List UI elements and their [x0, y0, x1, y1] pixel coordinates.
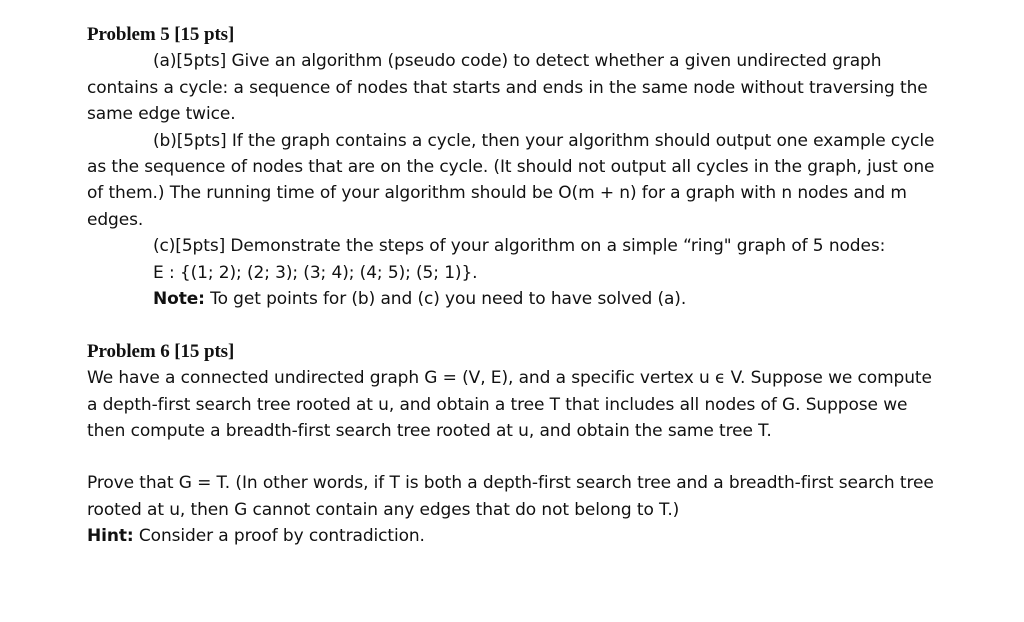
problem-5-part-a: (a)[5pts] Give an algorithm (pseudo code) to detect whether a given undirected graph contains a cycle: a sequence of nodes that starts and ends in the same node without traversing the same edge twice. — [87, 51, 928, 125]
document-page — [87, 22, 947, 550]
problem-5-part-c: (c)[5pts] Demonstrate the steps of your algorithm on a simple “ring" graph of 5 nodes: — [153, 236, 886, 257]
problem-5-heading: Problem 5 [15 pts] — [87, 24, 235, 45]
problem-6-hint — [87, 523, 947, 549]
problem-6-statement: We have a connected undirected graph G = (V, E), and a specific vertex u ϵ V. Suppose we compute a depth-first search tree rooted at u, and obtain a tree T that includes all nodes of G. Suppose we then compute a breadth-first search tree rooted at u, and obtain the same tree T. — [87, 368, 932, 442]
problem-6-heading: Problem 6 [15 pts] — [87, 340, 235, 362]
problem-5-part-c-block — [87, 233, 947, 312]
spacer — [87, 312, 947, 338]
problem-5-note — [153, 286, 947, 312]
hint-text: Consider a proof by contradiction. — [133, 526, 425, 547]
spacer — [87, 444, 947, 470]
note-text: To get points for (b) and (c) you need to have solved (a). — [204, 289, 687, 310]
problem-5-edge-set: E : {(1; 2); (2; 3); (3; 4); (4; 5); (5; 1)}. — [153, 262, 478, 283]
problem-6-prove: Prove that G = T. (In other words, if T is both a depth-first search tree and a breadth-first search tree rooted at u, then G cannot contain any edges that do not belong to T.) — [87, 473, 934, 520]
problem-5-part-b: (b)[5pts] If the graph contains a cycle, then your algorithm should output one example cycle as the sequence of nodes that are on the cycle. (It should not output all cycles in the graph, just one of them.) The running time of your algorithm should be O(m + n) for a graph with n nodes and m edges. — [87, 130, 935, 230]
note-label: Note: — [153, 289, 205, 310]
hint-label: Hint: — [87, 526, 134, 547]
